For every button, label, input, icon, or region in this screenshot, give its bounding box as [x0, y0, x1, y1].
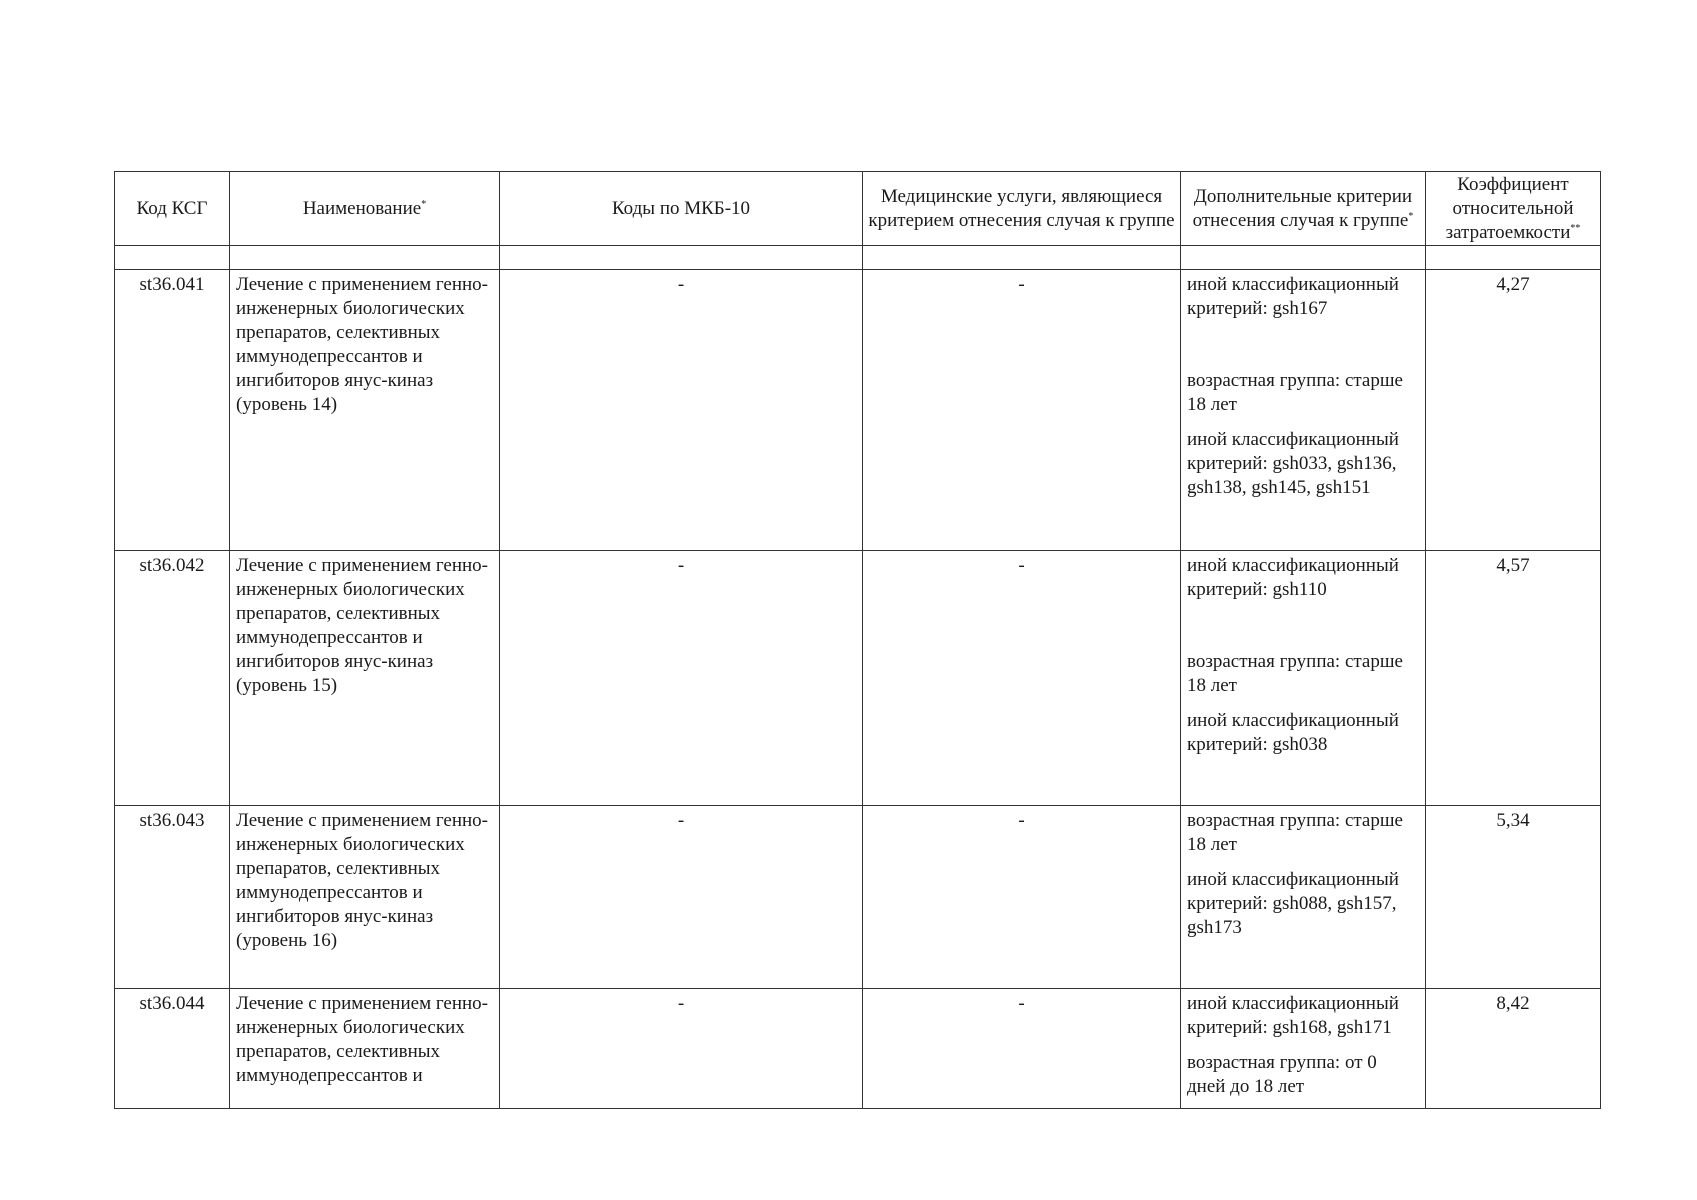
- spacer-cell: [1426, 246, 1601, 270]
- ksg-name: Лечение с применением генно-инженерных биологических препаратов, селективных иммунодепрессантов и ингибиторов янус-киназ (уровень 15): [230, 551, 500, 806]
- ksg-code: st36.041: [115, 270, 230, 551]
- cost-coefficient: 4,57: [1426, 551, 1601, 806]
- additional-criteria: [1181, 270, 1426, 551]
- criterion: иной классификационный критерий: gsh110: [1187, 555, 1399, 600]
- ksg-code: st36.043: [115, 806, 230, 989]
- medical-services: -: [863, 551, 1181, 806]
- ksg-table: [114, 171, 1601, 1109]
- cost-coefficient: 8,42: [1426, 989, 1601, 1109]
- cost-coefficient: 5,34: [1426, 806, 1601, 989]
- additional-criteria: [1181, 989, 1426, 1109]
- spacer-cell: [863, 246, 1181, 270]
- header-row: [115, 172, 1601, 246]
- ksg-name: Лечение с применением генно-инженерных биологических препаратов, селективных иммунодепрессантов и ингибиторов янус-киназ (уровень 14): [230, 270, 500, 551]
- table-row: [115, 989, 1601, 1109]
- criterion: иной классификационный критерий: gsh168, gsh171: [1187, 993, 1399, 1038]
- footnote-mark: *: [421, 198, 427, 210]
- ksg-name: Лечение с применением генно-инженерных биологических препаратов, селективных иммунодепрессантов и ингибиторов янус-киназ (уровень 16): [230, 806, 500, 989]
- header-services: Медицинские услуги, являющиеся критерием отнесения случая к группе: [863, 172, 1181, 246]
- spacer-cell: [500, 246, 863, 270]
- ksg-code: st36.042: [115, 551, 230, 806]
- table-row: [115, 806, 1601, 989]
- criterion: возрастная группа: старше 18 лет: [1187, 651, 1403, 696]
- header-code: Код КСГ: [115, 172, 230, 246]
- criterion: иной классификационный критерий: gsh033, gsh136, gsh138, gsh145, gsh151: [1187, 429, 1399, 498]
- medical-services: -: [863, 270, 1181, 551]
- header-coef: Коэффициент относительной затратоемкости**: [1426, 172, 1601, 246]
- table-row: [115, 270, 1601, 551]
- mkb-codes: -: [500, 551, 863, 806]
- additional-criteria: [1181, 806, 1426, 989]
- mkb-codes: -: [500, 806, 863, 989]
- footnote-mark: **: [1570, 222, 1581, 234]
- footnote-mark: *: [1408, 210, 1414, 222]
- criterion: возрастная группа: старше 18 лет: [1187, 370, 1403, 415]
- mkb-codes: -: [500, 270, 863, 551]
- medical-services: -: [863, 806, 1181, 989]
- spacer-cell: [115, 246, 230, 270]
- header-mkb: Коды по МКБ-10: [500, 172, 863, 246]
- criterion: возрастная группа: от 0 дней до 18 лет: [1187, 1052, 1377, 1097]
- additional-criteria: [1181, 551, 1426, 806]
- header-spacer-row: [115, 246, 1601, 270]
- ksg-code: st36.044: [115, 989, 230, 1109]
- medical-services: -: [863, 989, 1181, 1109]
- spacer-cell: [230, 246, 500, 270]
- ksg-name: Лечение с применением генно-инженерных биологических препаратов, селективных иммунодепрессантов и: [230, 989, 500, 1109]
- header-criteria: Дополнительные критерии отнесения случая к группе*: [1181, 172, 1426, 246]
- criterion: иной классификационный критерий: gsh038: [1187, 710, 1399, 755]
- criterion: иной классификационный критерий: gsh088, gsh157, gsh173: [1187, 869, 1399, 938]
- spacer-cell: [1181, 246, 1426, 270]
- cost-coefficient: 4,27: [1426, 270, 1601, 551]
- mkb-codes: -: [500, 989, 863, 1109]
- criterion: возрастная группа: старше 18 лет: [1187, 810, 1403, 855]
- criterion: иной классификационный критерий: gsh167: [1187, 274, 1399, 319]
- header-name: Наименование*: [230, 172, 500, 246]
- table-row: [115, 551, 1601, 806]
